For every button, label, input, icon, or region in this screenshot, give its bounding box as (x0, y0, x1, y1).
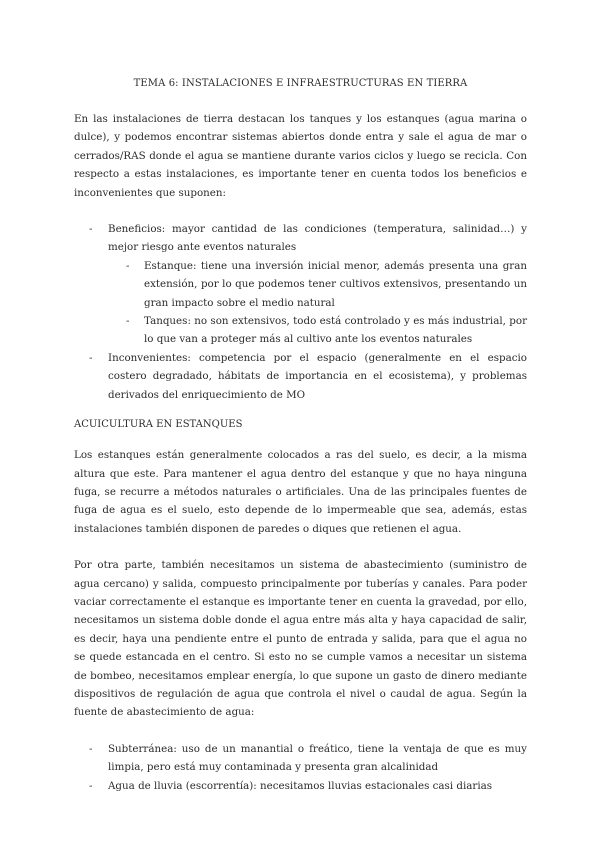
water-source-list (74, 740, 527, 795)
spacer (74, 202, 527, 220)
spacer (74, 722, 527, 740)
beneficios-sublist (110, 257, 527, 349)
list-item-tanques: - Tanques: no son extensivos, todo está controlado y es más industrial, por lo que van a proteger más al cultivo ante los eventos naturales (110, 312, 527, 349)
list-item-inconvenientes: - Inconvenientes: competencia por el espacio (generalmente en el espacio costero degradado, hábitats de importancia en el ecosistema), y problemas derivados del enriquecimiento de MO (74, 349, 527, 404)
list-item-lluvia: - Agua de lluvia (escorrentía): necesitamos lluvias estacionales casi diarias (74, 777, 527, 795)
spacer (74, 538, 527, 556)
list-item-subterranea: - Subterránea: uso de un manantial o freático, tiene la ventaja de que es muy limpia, pero está muy contaminada y presenta gran alcalinidad (74, 740, 527, 777)
spacer (74, 434, 527, 446)
benefits-list (74, 220, 527, 404)
intro-paragraph: En las instalaciones de tierra destacan los tanques y los estanques (agua marina o dulce), y podemos encontrar sistemas abiertos donde entra y sale el agua de mar o cerrados/RAS donde el agua se mantiene durante varios ciclos y luego se recicla. Con respecto a estas instalaciones, es importante tener en cuenta todos los beneficios e inconvenientes que suponen: (74, 113, 527, 199)
section-heading: ACUICULTURA EN ESTANQUES (74, 419, 243, 431)
paragraph-1: Los estanques están generalmente colocados a ras del suelo, es decir, a la misma altura que este. Para mantener el agua dentro del estanque y que no haya ninguna fuga, se recurre a métodos naturales o artificiales. Una de las principales fuentes de fuga de agua es el suelo, esto depende de lo impermeable que sea, además, estas instalaciones también disponen de paredes o diques que retienen el agua. (74, 449, 527, 535)
beneficios-text: Beneficios: mayor cantidad de las condiciones (temperatura, salinidad…) y mejor riesgo ante eventos naturales (108, 223, 527, 254)
list-item-beneficios (74, 220, 527, 349)
paragraph-2: Por otra parte, también necesitamos un sistema de abastecimiento (suministro de agua cercano) y salida, compuesto principalmente por tuberías y canales. Para poder vaciar correctamente el estanque es importante tener en cuenta la gravedad, por ello, necesitamos un sistema doble donde el agua entre más alta y haya capacidad de salir, es decir, haya una pendiente entre el punto de entrada y salida, para que el agua no se quede estancada en el centro. Si esto no se cumple vamos a necesitar un sistema de bombeo, necesitamos emplear energía, lo que supone un gasto de dinero mediante dispositivos de regulación de agua que controla el nivel o caudal de agua. Según la fuente de abastecimiento de agua: (74, 559, 527, 719)
spacer (74, 404, 527, 416)
list-item-estanque: - Estanque: tiene una inversión inicial menor, además presenta una gran extensión, por lo que podemos tener cultivos extensivos, presentando un gran impacto sobre el medio natural (110, 257, 527, 312)
page-title: TEMA 6: INSTALACIONES E INFRAESTRUCTURAS EN TIERRA (133, 78, 468, 89)
